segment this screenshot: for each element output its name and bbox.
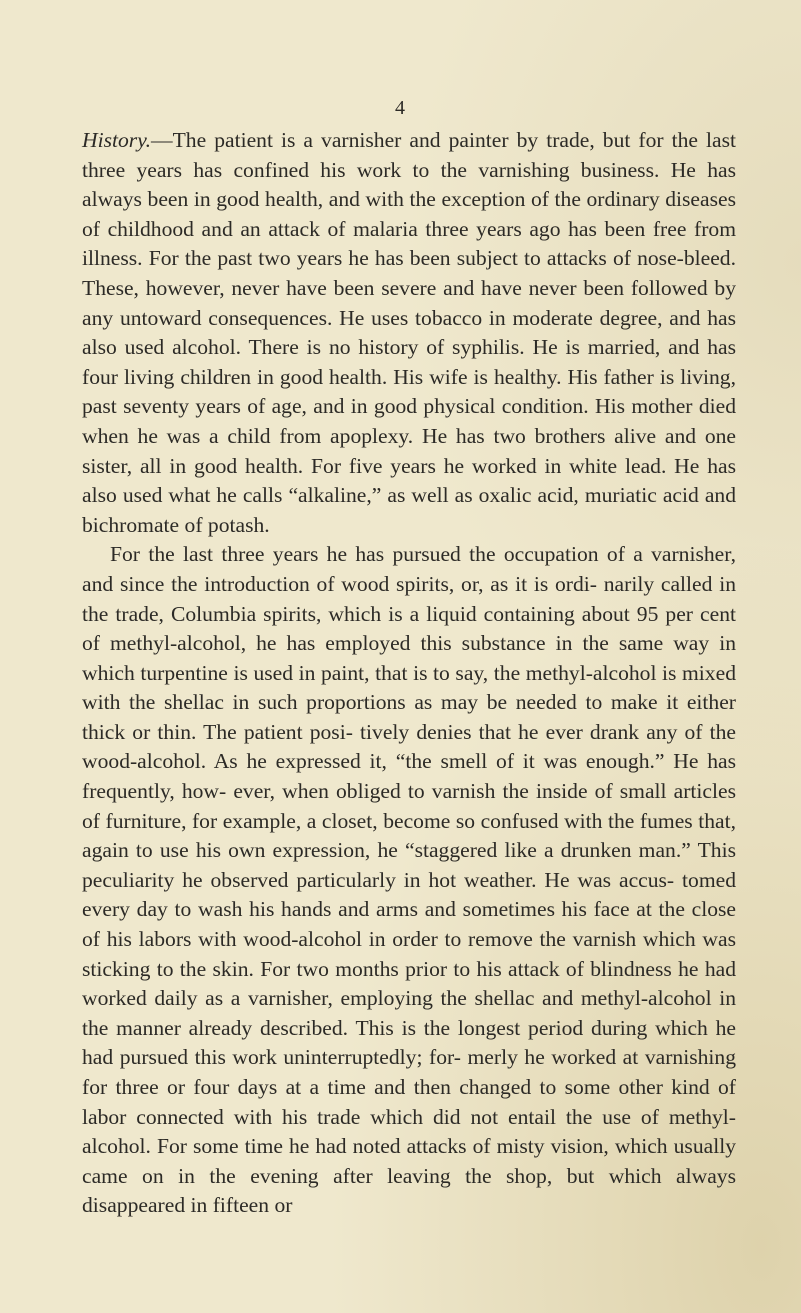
page-number: 4 xyxy=(395,97,406,119)
paragraph-history-text: —The patient is a varnisher and painter by trade, but for the last three years has confined his work to the varnishing business. He has always been in good health, and with the exception of the ordinary diseases of childhood and an attack of malaria three years ago has been free from illness. For the past two years he has been subject to attacks of nose-bleed. These, however, never have been severe and have never been followed by any untoward consequences. He uses tobacco in moderate degree, and has also used alcohol. There is no history of syphilis. He is married, and has four living children in good health. His wife is healthy. His father is living, past seventy years of age, and in good physical condition. His mother died when he was a child from apoplexy. He has two brothers alive and one sister, all in good health. For five years he worked in white lead. He has also used what he calls “alkaline,” as well as oxalic acid, muriatic acid and bichromate of potash. xyxy=(82,128,736,537)
paragraph-history xyxy=(82,126,736,540)
history-heading: History. xyxy=(82,128,151,152)
paragraph-occupation: For the last three years he has pursued the occupation of a varnisher, and since the introduction of wood spirits, or, as it is ordi- narily called in the trade, Columbia spirits, which is a liquid containing about 95 per cent of methyl-alcohol, he has employed this substance in the same way in which turpentine is used in paint, that is to say, the methyl-alcohol is mixed with the shellac in such proportions as may be needed to make it either thick or thin. The patient posi- tively denies that he ever drank any of the wood-alcohol. As he expressed it, “the smell of it was enough.” He has frequently, how- ever, when obliged to varnish the inside of small articles of furniture, for example, a closet, become so confused with the fumes that, again to use his own expression, he “staggered like a drunken man.” This peculiarity he observed particularly in hot weather. He was accus- tomed every day to wash his hands and arms and sometimes his face at the close of his labors with wood-alcohol in order to remove the varnish which was sticking to the skin. For two months prior to his attack of blindness he had worked daily as a varnisher, employing the shellac and methyl-alcohol in the manner already described. This is the longest period during which he had pursued this work uninterruptedly; for- merly he worked at varnishing for three or four days at a time and then changed to some other kind of labor connected with his trade which did not entail the use of methyl-alcohol. For some time he had noted attacks of misty vision, which usually came on in the evening after leaving the shop, but which always disappeared in fifteen or xyxy=(82,542,736,1218)
body-text xyxy=(82,126,736,1221)
